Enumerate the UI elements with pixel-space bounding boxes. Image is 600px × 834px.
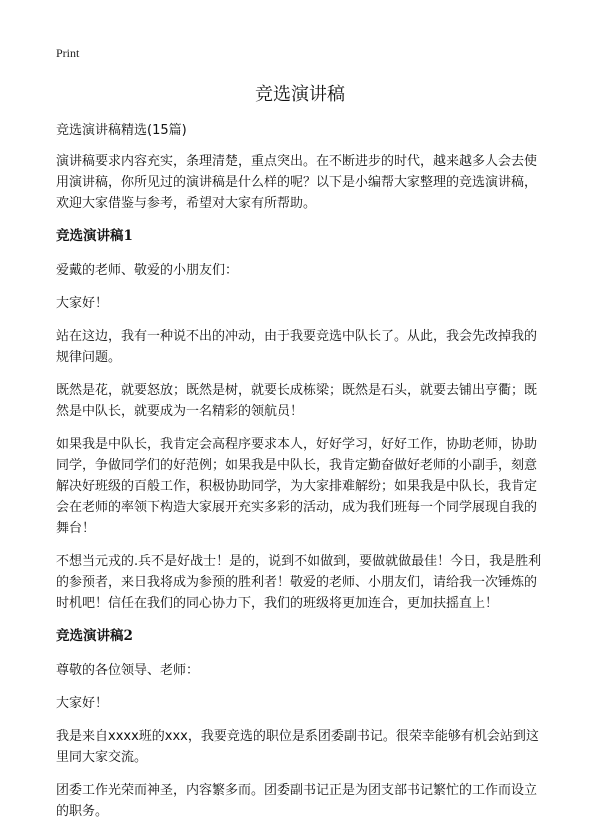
document-title: 竞选演讲稿	[255, 84, 345, 105]
section-1-paragraph: 不想当元戎的.兵不是好战士！是的，说到不如做到，要做就做最佳！今日，我是胜利的参预者，来日我将成为参预的胜利者！敬爱的老师、小朋友们，请给我一次锤炼的时机吧！信任在我们的同心协力下，我们的班级将更加连合，更加扶摇直上！	[56, 554, 542, 611]
section-2-paragraph: 尊敬的各位领导、老师：	[56, 663, 200, 678]
section-1-paragraph: 站在这边，我有一种说不出的冲动，由于我要竞选中队长了。从此，我会先改掉我的规律问题。	[56, 329, 538, 365]
intro-paragraph: 演讲稿要求内容充实，条理清楚，重点突出。在不断进步的时代，越来越多人会去使用演讲稿，你所见过的演讲稿是什么样的呢？以下是小编帮大家整理的竞选演讲稿，欢迎大家借鉴与参考，希望对大家有所帮助。	[56, 154, 538, 211]
section-1-paragraph: 既然是花，就要怒放；既然是树，就要长成栋梁；既然是石头，就要去铺出亨衢；既然是中队长，就要成为一名精彩的领航员！	[56, 383, 538, 419]
section-1-heading: 竞选演讲稿1	[56, 228, 133, 244]
section-1-paragraph: 大家好！	[56, 296, 109, 311]
section-1-paragraph: 爱戴的老师、敬爱的小朋友们：	[56, 263, 239, 278]
section-2-paragraph: 大家好！	[56, 696, 109, 711]
print-label: Print	[56, 46, 80, 60]
section-2-paragraph: 我是来自xxxx班的xxx，我要竞选的职位是系团委副书记。很荣幸能够有机会站到这里同大家交流。	[56, 729, 539, 765]
document-subtitle: 竞选演讲稿精选(15篇)	[56, 123, 187, 138]
section-2-heading: 竞选演讲稿2	[56, 628, 133, 644]
document-content	[56, 120, 548, 834]
section-1-paragraph: 如果我是中队长，我肯定会高程序要求本人，好好学习，好好工作，协助老师，协助同学，争做同学们的好范例；如果我是中队长，我肯定勤奋做好老师的小副手，刻意解决好班级的百般工作，积极协助同学，为大家排难解纷；如果我是中队长，我肯定会在老师的率领下构造大家展开充实多彩的活动，成为我们班每一个同学展现自我的舞台！	[56, 437, 538, 536]
section-2-paragraph: 团委工作光荣而神圣，内容繁多而。团委副书记正是为团支部书记繁忙的工作而设立的职务。	[56, 783, 538, 819]
